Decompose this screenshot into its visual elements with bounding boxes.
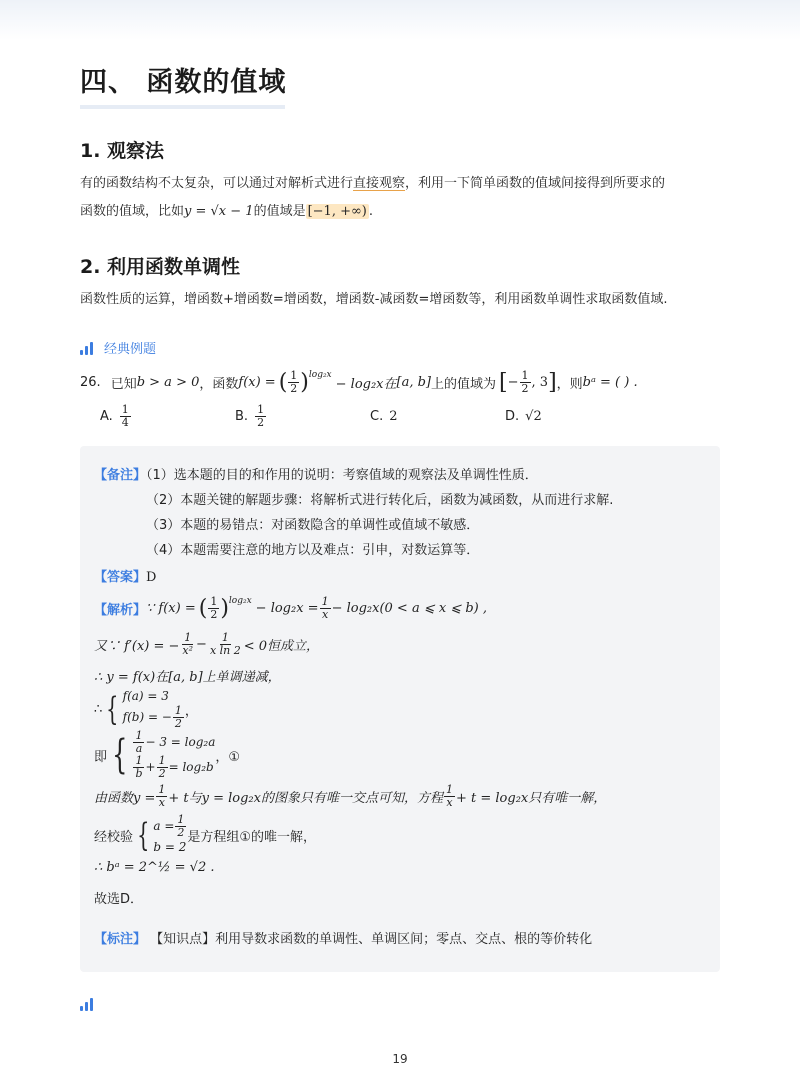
note-line-4: （4）本题需要注意的地方以及难点：引申，对数运算等． [146,543,480,558]
section-title-observation: 1. 观察法 [80,140,165,162]
page-title: 四、 函数的值域 [80,67,287,98]
step7-row2: b = 2 [153,840,187,854]
choice-a-label: A. [100,409,113,424]
page-number: 19 [392,1052,408,1066]
choices [100,404,640,429]
mark-line [94,928,592,947]
problem-stem: 26. 已知 b > a > 0 ，函数 f(x) = ( $\frac{1}{2}$ ) $^{log_2x}$ − log₂x在 [a, b] 上的值域为 [ − $\frac{1}{2}$ , 3 ] ，则 bᵃ = ( ) . [80,369,638,395]
stem-text-a: 已知 [110,377,137,392]
answer-value: D [146,570,157,585]
analysis-step-2: 又∵ f′(x) = − $\frac{1}{\text{x²}}$ − $\frac{1}{\text{x ln 2}}$ < 0恒成立， [94,631,320,657]
analysis-step-6: 由函数y = $\frac{1}{x}$ + t与y = log₂x的图象只有唯一交点可知，方程 $\frac{1}{x}$ + t = log₂x只有唯一解， [94,783,607,809]
section1-text-c: 函数的值域，比如 [80,204,185,219]
answer-tag: 【答案】 [94,570,147,585]
section2-paragraph: 函数性质的运算，增函数+增函数=增函数，增函数-减函数=增函数等，利用函数单调性求取函数值域. [80,292,668,307]
title-underline [80,105,285,109]
stem-function: f(x) = [238,375,276,390]
stem-text-e: ，则 [556,377,583,392]
stem-text-b: ，函数 [199,377,239,392]
stem-range-end: , 3 [531,375,549,390]
solution-box [80,446,720,972]
analysis-tag: 【解析】 [94,603,147,618]
choice-d-value: √2 [525,409,542,424]
step5-row2: = log₂b [168,760,214,774]
bar-chart-icon [80,341,96,355]
step5-prefix: 即 [94,749,108,765]
problem-number: 26. [80,375,101,390]
step6-c: + t = log₂x只有唯一解， [455,791,607,806]
step7-row1: a = [153,819,175,833]
choice-b-label: B. [235,409,249,424]
choice-b-value: $\frac{1}{2}$ [257,403,265,429]
section1-text-d: 的值域是 [253,204,306,219]
stem-text-d: 上的值域为 [431,377,497,392]
step5-row1: − 3 = log₂a [145,735,216,749]
example-function: y = √x − 1 [184,204,254,219]
step4-prefix: ∴ [94,701,103,717]
mark-tag: 【标注】 [94,932,147,947]
choice-d[interactable] [505,404,640,429]
frac-neg-half: $\frac{1}{2}$ [521,369,529,395]
step4-row1: f(a) = 3 [122,689,169,703]
choice-d-label: D. [505,409,520,424]
note-tag: 【备注】 [94,468,147,483]
section1-text-end: . [368,204,374,219]
stem-question: bᵃ = ( ) . [582,375,638,390]
paren-close: ) [300,370,309,395]
step1-a: ∵ f(x) = [146,601,196,616]
step4-end: ， [184,703,198,719]
bar-chart-icon-bottom [80,993,96,1012]
mark-text: 【知识点】利用导数求函数的单调性、单调区间；零点、交点、根的等价转化 [150,932,593,947]
example-header [80,338,156,357]
analysis-step-5: 即 { $\frac{1}{a}$ − 3 = log₂a $\frac{1}{b}$ + $\frac{1}{2}$ = log₂b ，① [94,729,241,780]
note-1: （1）选本题的目的和作用的说明：考察值域的观察法及单调性性质． [146,468,538,483]
choice-c-label: C. [370,409,384,424]
analysis-step-9: 故选D． [94,892,144,907]
stem-exponent: log₂x [308,370,332,380]
section-title-monotonic: 2. 利用函数单调性 [80,256,241,278]
choice-c[interactable] [370,404,505,429]
analysis-step-4: ∴ { f(a) = 3 f(b) = − $\frac{1}{2}$ ， [94,689,198,730]
top-band [0,0,800,40]
example-label: 经典例题 [104,342,157,357]
step1-b: − log₂x = [255,601,319,616]
step6-b: + t与y = log₂x的图象只有唯一交点可知，方程 [168,791,443,806]
step4-row2: f(b) = − [122,710,172,724]
paren-open: ( [278,370,288,395]
stem-condition: b > a > 0 [136,375,200,390]
step2-b: − [196,637,207,652]
step6-a: 由函数y = [94,791,156,806]
bracket-close: ] [548,370,557,395]
step5-end: ，① [215,749,241,765]
step2-a: 又∵ f′(x) = − [94,639,180,654]
choice-b[interactable] [235,404,370,429]
section1-text-b: ，利用一下简单函数的值域间接得到所要求的 [405,176,666,191]
step7-end: 是方程组①的唯一解， [187,829,317,845]
note-line-2: （2）本题关键的解题步骤：将解析式进行转化后，函数为减函数，从而进行求解. [146,493,614,508]
choice-c-value: 2 [389,409,398,424]
step7-prefix: 经校验 [94,829,134,845]
analysis-step-3: ∴ y = f(x)在[a, b]上单调递减， [94,670,281,685]
frac-half: $\frac{1}{2}$ [290,369,298,395]
choice-a-value: $\frac{1}{4}$ [121,403,129,429]
highlight-direct-observation: 直接观察 [353,176,406,191]
step1-c: − log₂x(0 < a ⩽ x ⩽ b) , [331,601,488,616]
note-line-3: （3）本题的易错点：对函数隐含的单调性或值域不敏感． [146,518,480,533]
analysis-step-8: ∴ bᵃ = 2^½ = √2 . [94,860,215,875]
bracket-open: [ [499,370,508,395]
note-line-1 [94,464,538,483]
section1-text-a: 有的函数结构不太复杂，可以通过对解析式进行 [80,176,354,191]
stem-text-c: − log₂x在 [335,377,397,392]
analysis-step-7: 经校验 { a = $\frac{1}{2}$ b = 2 是方程组①的唯一解， [94,813,317,854]
analysis-step-1: 【解析】 ∵ f(x) = ( $\frac{1}{2}$ ) $^{log_2x}$ − log₂x = $\frac{1}{x}$ − log₂x(0 < a ⩽ x ⩽ b) , [94,595,488,621]
choice-a[interactable] [100,404,235,429]
section1-paragraph [80,170,720,226]
example-range: [−1, +∞) [307,204,367,219]
stem-interval: [a, b] [396,375,431,390]
step2-c: < 0恒成立， [243,639,320,654]
answer-line [94,566,156,585]
